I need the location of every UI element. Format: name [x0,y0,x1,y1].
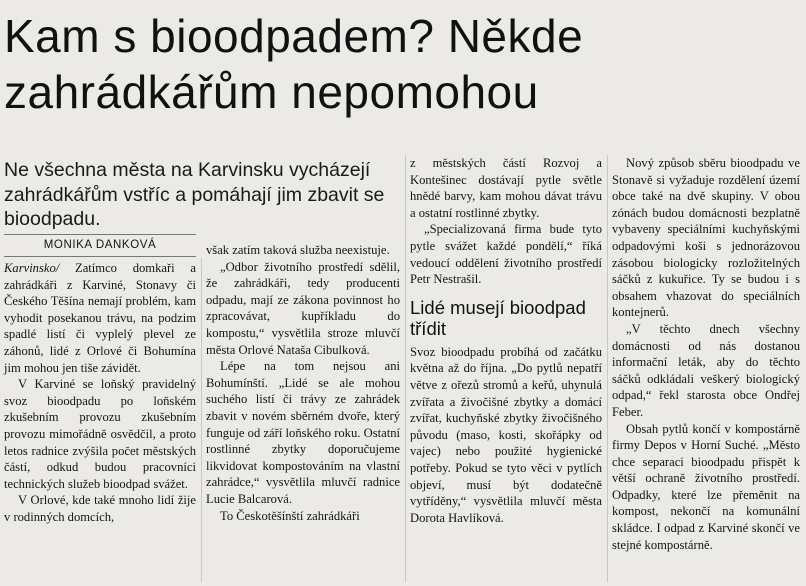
paragraph: Lépe na tom nejsou ani Bohumínští. „Lidé se ale mohou suchého listí či trávy ze zahrádek zbavit v novém sběrném dvoře, který funguje od září loňského roku. Ostatní rostlinné zbytky doporučujeme likvidovat kompostováním na vlastní zahrádce,“ vysvětlila mluvčí radnice Lucie Balcarová. [206,359,400,506]
column-divider [405,155,406,582]
paragraph: Obsah pytlů končí v kompostárně firmy Depos v Horní Suché. „Město chce separaci bioodpadu přispět k větší ochraně životního prostředí. Odpadky, které lze přeměnit na kompost, nekončí na komunální skládce. I odpad z Karviné skončí ve stejné kompostárně. [612,421,800,552]
paragraph: V Karviné se loňský pravidelný svoz bioodpadu po loňském zkušebním provozu zkušebním provozu mimořádně osvědčil, a proto letos radnice zvýšila počet městských částí, odkud budou pracovníci technických služeb bioodpad svážet. [4,377,196,491]
article-column-1 [4,260,196,526]
article-column-4 [612,155,800,553]
column-divider [201,258,202,582]
author-byline: MONIKA DANKOVÁ [4,234,196,257]
lede: Ne všechna města na Karvinsku vycházejí zahrádkářům vstříc a pomáhají jim zbavit se bioodpadu. [4,159,385,230]
paragraph: Nový způsob sběru bioodpadu ve Stonavě si vyžaduje rozdělení území obce také na dvě skupiny. V obou zónách budou domácnosti bezplatně vybaveny speciálními kuchyňskými odpadovými koši s jednorázovou zásobou biologicky rozložitelných sáčků z kukuřice. Ty se budou i s obsahem vhazovat do speciálních kontejnerů. [612,156,800,320]
paragraph: „Specializovaná firma bude tyto pytle svážet každé pondělí,“ říká vedoucí oddělení životního prostředí Petr Nestrašil. [410,222,602,287]
paragraph: V Orlové, kde také mnoho lidí žije v rodinných domcích, [4,493,196,524]
dateline: Karvinsko/ [4,261,60,275]
column-divider [607,155,608,582]
headline-line-2: zahrádkářům nepomohou [4,66,539,118]
paragraph: z městských částí Rozvoj a Kontešinec dostávají pytle světle hnědé barvy, kam mohou dávat trávu a ostatní rostlinné zbytky. [410,156,602,220]
paragraph: Svoz bioodpadu probíhá od začátku května až do října. „Do pytlů nepatří větve z ořezů stromů a keřů, uhynulá zvířata a živočišné zbytky a domácí zvířat, kuchyňské zbytky živočišného původu (maso, kosti, skořápky od vajec) nebo použité hygienické potřeby. Pokud se tyto věci v pytlích objeví, musí být dodatečně vytříděny,“ vysvětlila mluvčí města Dorota Havlíková. [410,344,602,525]
paragraph: „Odbor životního prostředí sdělil, že zahrádkáři, tedy producenti odpadu, mají ze zákona povinnost ho zpracovávat, kupříkladu do kompostu,“ vysvětlila stroze mluvčí města Orlové Nataša Cibulková. [206,259,400,357]
subheading: Lidé musejí bioodpad třídit [410,296,586,339]
paragraph [4,260,196,376]
paragraph: To Českotěšínští zahrádkáři [220,508,360,523]
paragraph: však zatím taková služba neexistuje. [206,243,390,257]
paragraph: „V těchto dnech všechny domácnosti od nás dostanou informační leták, aby do těchto sáčků odkládali veškerý biologický odpad,“ řekl starosta obce Ondřej Feber. [612,321,800,419]
article-column-3 [410,155,602,526]
headline [4,8,802,120]
article-column-2 [206,242,400,524]
headline-line-1: Kam s bioodpadem? Někde [4,10,584,62]
paragraph-text: Zatímco domkaři a zahrádkáři z Karviné, Stonavy či Českého Těšína nemají problém, kam vyhodit posekanou trávu, na podzim spadlé listí či vyplelý plevel ze záhonů, lidé z Orlové či Bohumína jim mohou jen tiše závidět. [4,261,196,375]
